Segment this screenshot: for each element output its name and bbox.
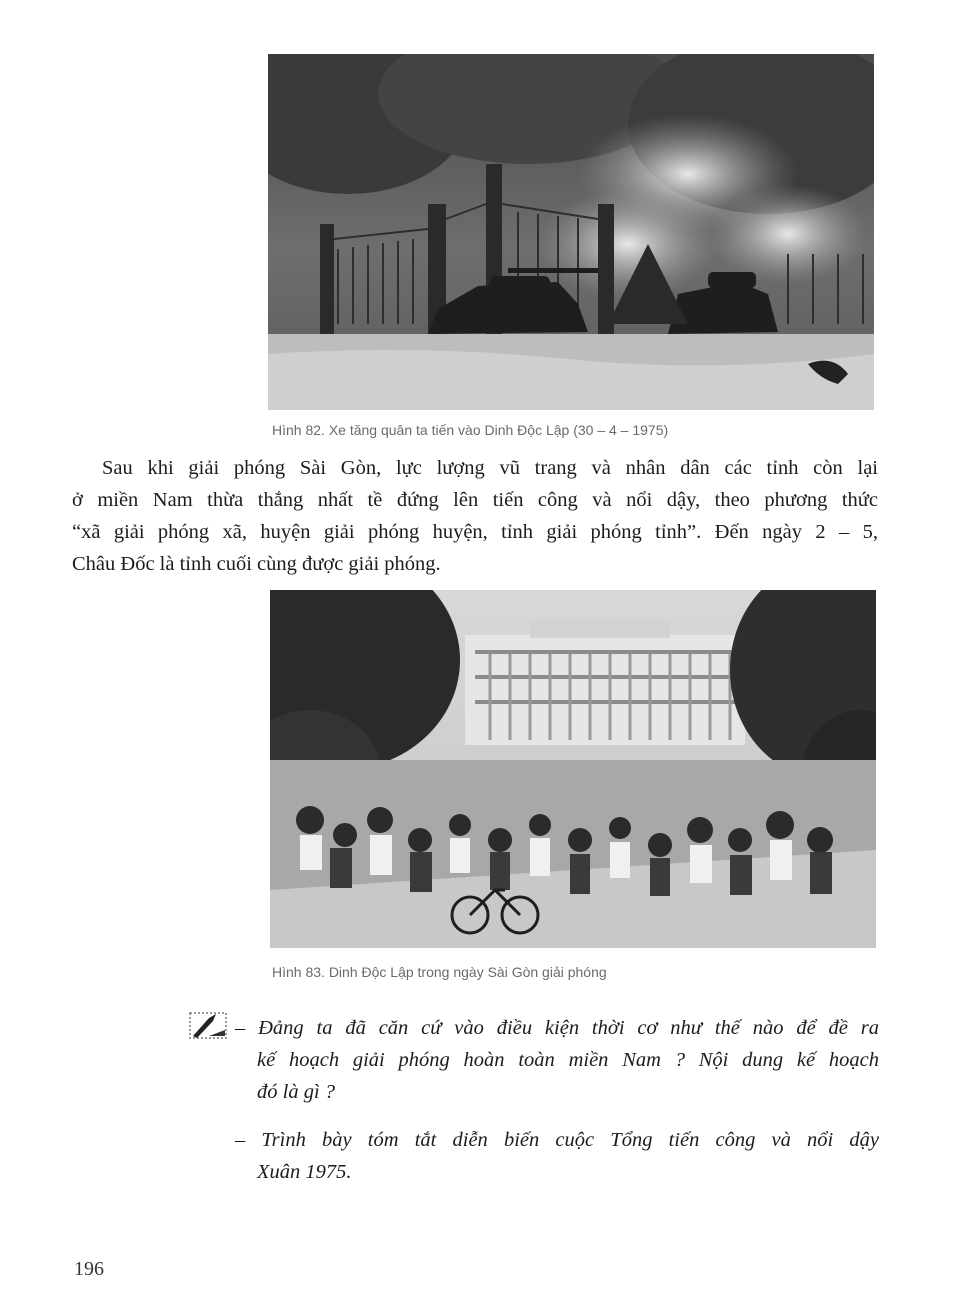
- question-line: – Trình bày tóm tắt diễn biến cuộc Tổng tiến công và nổi dậy: [235, 1129, 879, 1151]
- figure-83-caption: Hình 83. Dinh Độc Lập trong ngày Sài Gòn giải phóng: [272, 964, 607, 980]
- review-question-2: [235, 1124, 879, 1188]
- page-number: 196: [74, 1258, 104, 1280]
- paragraph-line: ở miền Nam thừa thắng nhất tề đứng lên tiến công và nổi dậy, theo phương thức: [72, 489, 878, 511]
- figure-82-photo: [268, 54, 874, 410]
- figure-82-caption: Hình 82. Xe tăng quân ta tiến vào Dinh Độc Lập (30 – 4 – 1975): [272, 422, 669, 438]
- pencil-question-icon: [189, 1010, 229, 1040]
- review-question-1: [235, 1012, 879, 1108]
- paragraph-line: Châu Đốc là tỉnh cuối cùng được giải phóng.: [72, 553, 441, 575]
- question-line: – Đảng ta đã căn cứ vào điều kiện thời cơ như thế nào để đề ra: [235, 1017, 879, 1039]
- figure-83-photo: [270, 590, 876, 948]
- question-line: Xuân 1975.: [257, 1161, 352, 1183]
- question-line: kế hoạch giải phóng hoàn toàn miền Nam ? Nội dung kế hoạch: [257, 1049, 879, 1071]
- question-line: đó là gì ?: [257, 1081, 336, 1103]
- body-paragraph: [72, 452, 878, 580]
- paragraph-line: Sau khi giải phóng Sài Gòn, lực lượng vũ trang và nhân dân các tỉnh còn lại: [102, 457, 878, 479]
- paragraph-line: “xã giải phóng xã, huyện giải phóng huyện, tỉnh giải phóng tỉnh”. Đến ngày 2 – 5,: [72, 521, 878, 543]
